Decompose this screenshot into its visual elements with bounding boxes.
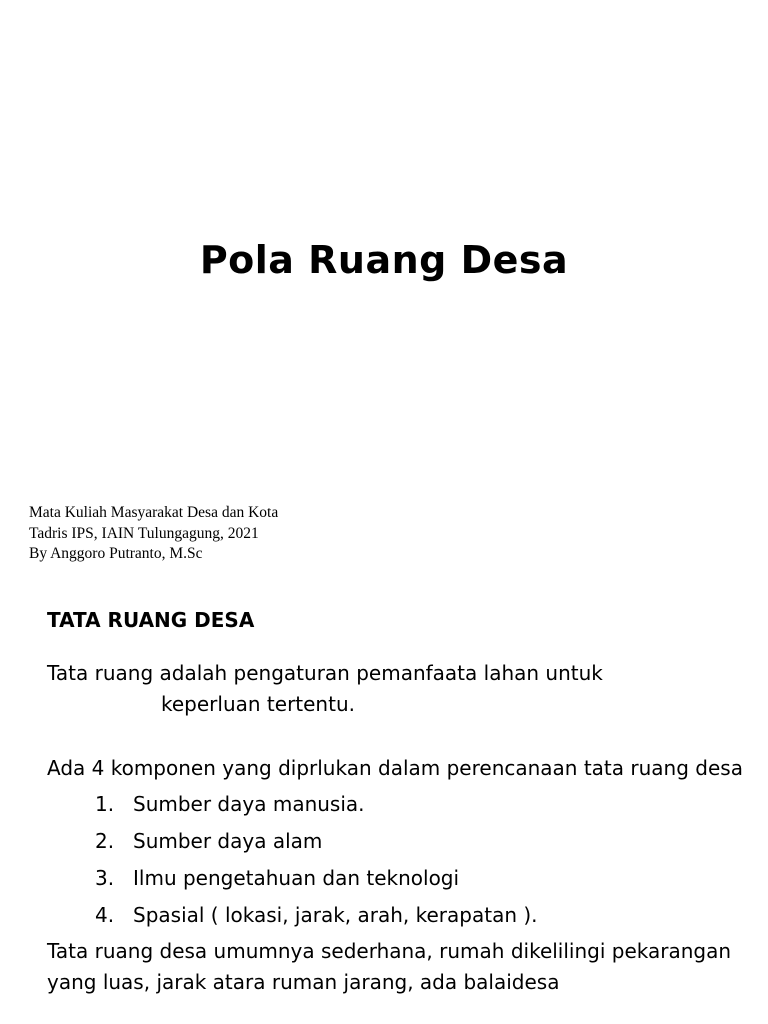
definition-line-1: Tata ruang adalah pengaturan pemanfaata lahan untuk <box>47 661 603 685</box>
program-institution: Tadris IPS, IAIN Tulungagung, 2021 <box>29 524 259 542</box>
definition-line-2: keperluan tertentu. <box>161 692 355 716</box>
list-item-text: Ilmu pengetahuan dan teknologi <box>133 866 460 890</box>
credits-block <box>29 503 278 565</box>
section-heading: TATA RUANG DESA <box>47 608 255 632</box>
list-item <box>47 823 747 860</box>
list-item-number: 4. <box>95 903 115 927</box>
list-item-text: Sumber daya manusia. <box>133 792 365 816</box>
content-section <box>47 604 747 998</box>
slide-title: Pola Ruang Desa <box>199 238 569 282</box>
list-item-number: 1. <box>95 792 115 816</box>
closing-paragraph: Tata ruang desa umumnya sederhana, rumah dikelilingi pekarangan yang luas, jarak atara ruman jarang, ada balaidesa <box>47 939 732 994</box>
list-item-number: 3. <box>95 866 115 890</box>
list-item-text: Sumber daya alam <box>133 829 323 853</box>
author: By Anggoro Putranto, M.Sc <box>29 545 203 562</box>
components-list <box>47 786 747 934</box>
list-item <box>47 860 747 897</box>
list-item <box>47 786 747 823</box>
list-item-number: 2. <box>95 829 115 853</box>
list-item <box>47 897 747 934</box>
definition-paragraph <box>47 658 747 720</box>
course-name: Mata Kuliah Masyarakat Desa dan Kota <box>29 504 279 521</box>
components-intro: Ada 4 komponen yang diprlukan dalam perencanaan tata ruang desa <box>47 756 743 780</box>
list-item-text: Spasial ( lokasi, jarak, arah, kerapatan ). <box>133 903 538 927</box>
